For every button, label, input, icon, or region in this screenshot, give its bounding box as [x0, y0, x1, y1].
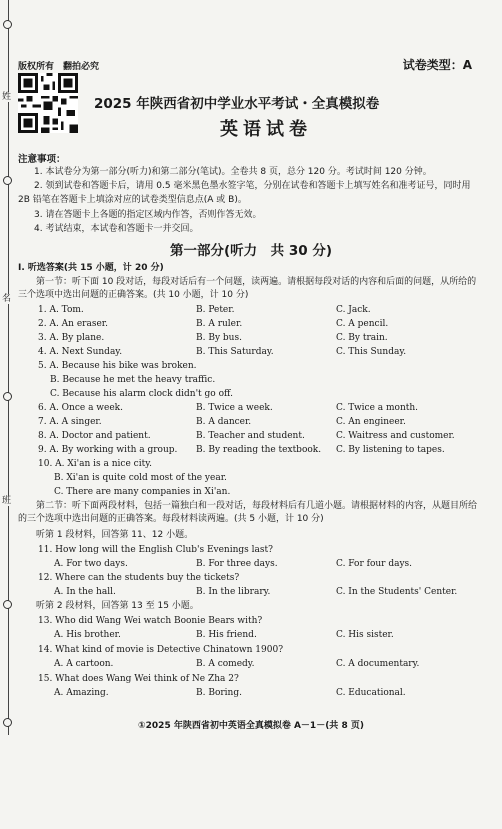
option-c: C. His sister.	[336, 630, 394, 640]
option-a: 3. A. By plane.	[38, 333, 105, 343]
option-a: A. In the hall.	[54, 587, 116, 597]
question-row	[18, 359, 482, 373]
option-c: C. By listening to tapes.	[336, 445, 445, 455]
binding-label-school: 班	[2, 496, 12, 506]
question-row	[18, 387, 482, 401]
option-c: C. Because his alarm clock didn't go off.	[50, 389, 233, 399]
notice-heading: 注意事项：	[18, 154, 66, 165]
option-a: 4. A. Next Sunday.	[38, 347, 123, 357]
question-row	[18, 443, 482, 457]
notice-item: 2. 领到试卷和答题卡后，请用 0.5 毫米黑色墨水签字笔，分别在试卷和答题卡上填写姓名和准考证号，同时用 2B 铅笔在答题卡上填涂对应的试卷类型信息点(A 或 B)。	[18, 181, 471, 206]
option-c: C. An engineer.	[336, 417, 406, 427]
option-b: B. A dancer.	[196, 417, 252, 427]
option-b: B. For three days.	[196, 559, 278, 569]
option-a: A. Amazing.	[54, 688, 109, 698]
option-a: 7. A. A singer.	[38, 417, 102, 427]
question-row	[18, 585, 482, 599]
option-b: B. This Saturday.	[196, 347, 274, 357]
exam-subject: 英语试卷	[220, 119, 312, 140]
option-a: 2. A. An eraser.	[38, 319, 108, 329]
qr-code-icon	[18, 73, 78, 133]
question-stem: 12. Where can the students buy the tickets?	[38, 573, 240, 583]
instruction-section-1	[18, 276, 482, 302]
material-row	[18, 599, 482, 613]
binding-label-class: 名	[2, 294, 12, 304]
option-c: C. For four days.	[336, 559, 413, 569]
question-row	[18, 415, 482, 429]
option-a: 5. A. Because his bike was broken.	[38, 361, 197, 371]
binding-hole	[3, 392, 12, 401]
option-a: 6. A. Once a week.	[38, 403, 123, 413]
question-row	[18, 543, 482, 557]
question-row	[18, 373, 482, 387]
exam-title: 2025 年陕西省初中学业水平考试・全真模拟卷	[94, 96, 380, 112]
option-c: C. In the Students' Center.	[336, 587, 458, 597]
question-row	[18, 429, 482, 443]
option-b: B. Teacher and student.	[196, 431, 305, 441]
option-c: C. There are many companies in Xi'an.	[54, 487, 231, 497]
option-c: C. Waitress and customer.	[336, 431, 455, 441]
option-c: C. Twice a month.	[336, 403, 419, 413]
material-1-label: 听第 1 段材料，回答第 11、12 小题。	[36, 530, 194, 540]
option-b: B. By bus.	[196, 333, 242, 343]
option-a: 9. A. By working with a group.	[38, 445, 178, 455]
notice-item: 1. 本试卷分为第一部分(听力)和第二部分(笔试)。全卷共 8 页，总分 120 分。考试时间 120 分钟。	[34, 167, 432, 177]
question-row	[18, 317, 482, 331]
question-row	[18, 401, 482, 415]
option-a: A. His brother.	[54, 630, 121, 640]
page-footer: ①2025 年陕西省初中英语全真模拟卷 A－1－(共 8 页)	[138, 721, 364, 731]
notice-item: 4. 考试结束，本试卷和答题卡一并交回。	[34, 223, 199, 234]
option-c: C. This Sunday.	[336, 347, 407, 357]
option-a: 8. A. Doctor and patient.	[38, 431, 151, 441]
question-row	[18, 557, 482, 571]
question-row	[18, 686, 482, 700]
question-stem: 11. How long will the English Club's Evenings last?	[38, 545, 273, 555]
question-row	[18, 643, 482, 657]
option-b: B. Twice a week.	[196, 403, 273, 413]
question-row	[18, 485, 482, 499]
option-b: B. By reading the textbook.	[196, 445, 322, 455]
option-b: B. A ruler.	[196, 319, 243, 329]
instruction-section-2	[18, 500, 482, 526]
copyright-notice: 版权所有 翻拍必究	[18, 62, 100, 72]
option-a: A. A cartoon.	[54, 659, 114, 669]
option-a: A. For two days.	[54, 559, 128, 569]
binding-label-name: 姓	[2, 92, 12, 102]
option-c: C. A documentary.	[336, 659, 420, 669]
question-row	[18, 303, 482, 317]
option-b: B. Xi'an is quite cold most of the year.	[54, 473, 227, 483]
option-c: C. Jack.	[336, 305, 371, 315]
option-b: B. In the library.	[196, 587, 271, 597]
question-row	[18, 672, 482, 686]
part-one-title: 第一部分(听力 共 30 分)	[169, 243, 333, 259]
option-a: 10. A. Xi'an is a nice city.	[38, 459, 152, 469]
notice-item: 3. 请在答题卡上各题的指定区域内作答，否则作答无效。	[34, 209, 262, 220]
option-b: B. His friend.	[196, 630, 257, 640]
paper-type: 试卷类型：A	[402, 58, 472, 72]
option-c: C. By train.	[336, 333, 388, 343]
binding-hole	[3, 176, 12, 185]
question-stem: 15. What does Wang Wei think of Ne Zha 2?	[38, 674, 239, 684]
question-row	[18, 571, 482, 585]
option-c: C. Educational.	[336, 688, 406, 698]
binding-hole	[3, 20, 12, 29]
notice-list	[18, 165, 480, 236]
question-row	[18, 614, 482, 628]
binding-hole	[3, 600, 12, 609]
question-row	[18, 628, 482, 642]
option-b: B. Peter.	[196, 305, 235, 315]
option-b: B. Because he met the heavy traffic.	[50, 375, 216, 385]
question-row	[18, 657, 482, 671]
option-a: 1. A. Tom.	[38, 305, 84, 315]
section-title: Ⅰ. 听选答案(共 15 小题，计 20 分)	[18, 263, 164, 273]
instruction-text: 第一节：听下面 10 段对话，每段对话后有一个问题，读两遍。请根据每段对话的内容和后面的问题，从所给的三个选项中选出问题的正确答案。(共 10 小题，计 10 分)	[18, 277, 477, 300]
question-row	[18, 331, 482, 345]
question-stem: 14. What kind of movie is Detective Chinatown 1900?	[38, 645, 284, 655]
binding-line	[8, 0, 9, 735]
option-b: B. A comedy.	[196, 659, 255, 669]
question-row	[18, 345, 482, 359]
material-row	[18, 528, 482, 542]
material-2-label: 听第 2 段材料，回答第 13 至 15 小题。	[36, 601, 199, 611]
question-stem: 13. Who did Wang Wei watch Boonie Bears with?	[38, 616, 263, 626]
question-row	[18, 457, 482, 471]
option-c: C. A pencil.	[336, 319, 389, 329]
question-row	[18, 471, 482, 485]
binding-margin	[0, 0, 16, 829]
option-b: B. Boring.	[196, 688, 242, 698]
instruction-text: 第二节：听下面两段材料，包括一篇独白和一段对话，每段材料后有几道小题。请根据材料的内容，从题目所给的三个选项中选出问题的正确答案。每段材料读两遍。(共 5 小题，计 10 分)	[18, 501, 478, 524]
